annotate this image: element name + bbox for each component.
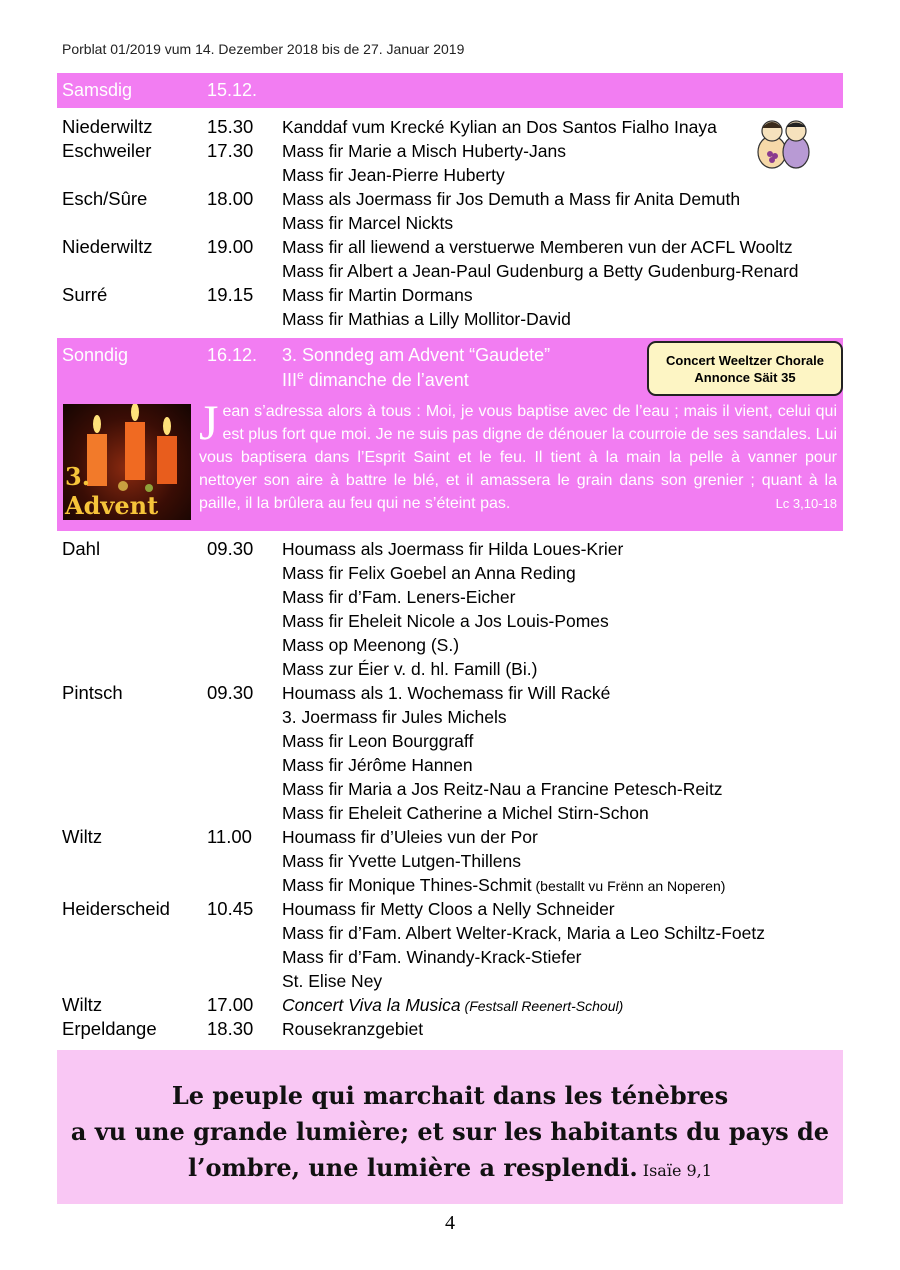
row-description <box>282 945 582 969</box>
row-time: 17.30 <box>207 140 254 161</box>
row-time: 17.00 <box>207 994 254 1015</box>
schedule-row <box>0 945 900 969</box>
page-header: Porblat 01/2019 vum 14. Dezember 2018 bis de 27. Januar 2019 <box>62 41 465 57</box>
schedule-row <box>0 633 900 657</box>
row-intention: als 1. Wochemass fir Will Racké <box>355 683 611 703</box>
schedule-row <box>0 993 900 1017</box>
row-service-type: Kanddaf <box>282 117 348 137</box>
row-place: Eschweiler <box>62 140 152 161</box>
row-description <box>282 681 610 705</box>
schedule-row <box>0 897 900 921</box>
row-event: Concert Viva la Musica <box>282 995 461 1015</box>
schedule-row <box>0 187 900 211</box>
page-number: 4 <box>445 1212 455 1234</box>
sunday-subtitle: IIIe dimanche de l’avent <box>282 368 469 390</box>
schedule-row <box>0 609 900 633</box>
schedule-row <box>0 705 900 729</box>
row-description <box>282 235 793 259</box>
row-time: 11.00 <box>207 826 252 847</box>
row-intention: Mass fir Yvette Lutgen-Thillens <box>282 851 521 871</box>
row-service-type: Mass <box>282 237 324 257</box>
schedule-row <box>0 259 900 283</box>
schedule-row <box>0 753 900 777</box>
row-intention: fir Martin Dormans <box>323 285 473 305</box>
row-description <box>282 777 723 801</box>
children-illustration <box>752 114 814 172</box>
schedule-row <box>0 283 900 307</box>
schedule-row <box>0 801 900 825</box>
row-intention: Mass fir Monique Thines-Schmit <box>282 875 532 895</box>
advent-label: 3. Advent <box>65 462 159 520</box>
row-time: 09.30 <box>207 538 254 559</box>
row-place: Niederwiltz <box>62 236 153 257</box>
row-description <box>282 993 623 1018</box>
row-description <box>282 873 725 898</box>
row-intention: Mass fir Felix Goebel an Anna Reding <box>282 563 576 583</box>
row-place: Niederwiltz <box>62 116 153 137</box>
row-description <box>282 753 473 777</box>
row-note: (Festsall Reenert-Schoul) <box>460 998 624 1014</box>
row-description <box>282 307 571 331</box>
row-intention: als Joermass fir Hilda Loues-Krier <box>355 539 624 559</box>
row-description <box>282 211 453 235</box>
row-time: 10.45 <box>207 898 254 919</box>
sunday-schedule <box>0 537 900 1041</box>
concert-page-ref: Annonce Säit 35 <box>694 369 796 385</box>
quote-line-2: a vu une grande lumière; et sur les habitants du pays de <box>70 1117 830 1146</box>
row-intention: Mass fir Jean-Pierre Huberty <box>282 165 505 185</box>
row-description <box>282 163 505 187</box>
gospel-reference: Lc 3,10-18 <box>775 496 837 511</box>
row-intention: Mass fir Marcel Nickts <box>282 213 454 233</box>
quote-line-3: l’ombre, une lumière a resplendi. Isaïe 9,1 <box>188 1153 712 1182</box>
row-intention: fir all liewend a verstuerwe Memberen vun der ACFL Wooltz <box>323 237 793 257</box>
row-description <box>282 537 623 561</box>
row-intention: als Joermass fir Jos Demuth a Mass fir Anita Demuth <box>323 189 741 209</box>
row-time: 09.30 <box>207 682 254 703</box>
row-intention: Mass zur Éier v. d. hl. Famill (Bi.) <box>282 659 538 679</box>
row-description <box>282 801 649 825</box>
row-intention: vum Krecké Kylian an Dos Santos Fialho Inaya <box>347 117 717 137</box>
row-intention: Mass fir d’Fam. Leners-Eicher <box>282 587 516 607</box>
row-service-type: Houmass <box>282 683 356 703</box>
row-description <box>282 139 566 163</box>
row-place: Esch/Sûre <box>62 188 148 209</box>
row-description <box>282 657 537 681</box>
row-intention: fir d’Uleies vun der Por <box>355 827 538 847</box>
schedule-row <box>0 777 900 801</box>
quote-text <box>57 1078 843 1189</box>
row-service-type: Houmass <box>282 899 356 919</box>
schedule-row <box>0 537 900 561</box>
row-description <box>282 849 521 873</box>
row-intention: 3. Joermass fir Jules Michels <box>282 707 507 727</box>
schedule-row <box>0 729 900 753</box>
saturday-day: Samsdig <box>62 80 133 100</box>
row-intention: Mass fir d’Fam. Albert Welter-Krack, Maria a Leo Schiltz-Foetz <box>282 923 766 943</box>
row-place: Wiltz <box>62 994 103 1015</box>
sunday-date: 16.12. <box>207 345 258 365</box>
schedule-row <box>0 873 900 897</box>
schedule-row <box>0 1017 900 1041</box>
row-description <box>282 1017 423 1041</box>
schedule-row <box>0 849 900 873</box>
row-place: Heiderscheid <box>62 898 170 919</box>
row-description <box>282 921 765 945</box>
schedule-row <box>0 561 900 585</box>
row-note: (bestallt vu Frënn an Noperen) <box>531 878 726 894</box>
row-service-type: Mass <box>282 141 324 161</box>
row-description <box>282 561 576 585</box>
concert-title: Concert Weeltzer Chorale <box>666 352 824 368</box>
row-intention: Mass fir Leon Bourggraff <box>282 731 474 751</box>
row-service-type: Houmass <box>282 539 356 559</box>
schedule-row <box>0 825 900 849</box>
schedule-row <box>0 585 900 609</box>
row-description <box>282 705 507 729</box>
row-time: 15.30 <box>207 116 254 137</box>
row-description <box>282 969 382 993</box>
row-place: Wiltz <box>62 826 103 847</box>
row-description <box>282 259 799 283</box>
concert-announcement <box>647 341 843 396</box>
row-place: Surré <box>62 284 108 305</box>
schedule-row <box>0 681 900 705</box>
row-description <box>282 609 609 633</box>
row-time: 18.30 <box>207 1018 254 1039</box>
schedule-row <box>0 921 900 945</box>
row-intention: Mass fir Albert a Jean-Paul Gudenburg a Betty Gudenburg-Renard <box>282 261 799 281</box>
row-intention: fir Marie a Misch Huberty-Jans <box>323 141 566 161</box>
schedule-row <box>0 307 900 331</box>
saturday-bar <box>57 73 843 108</box>
row-intention: Mass fir Maria a Jos Reitz-Nau a Francine Petesch-Reitz <box>282 779 723 799</box>
row-intention: Mass fir d’Fam. Winandy-Krack-Stiefer <box>282 947 582 967</box>
sunday-day: Sonndig <box>62 345 129 365</box>
gospel-dropcap: J <box>199 394 219 450</box>
row-description <box>282 585 515 609</box>
row-place: Erpeldange <box>62 1018 157 1039</box>
row-description <box>282 825 538 849</box>
row-service-type: Mass <box>282 285 324 305</box>
gospel-text: ean s’adressa alors à tous : Moi, je vous baptise avec de l’eau ; mais il vient, celui qui est plus fort que moi. Je ne suis pas digne de dénouer la courroie de ses sandales. Lui vous baptisera dans l’Esprit Saint et le feu. Il tient à la main la pelle à vanner pour nettoyer son aire à battre le blé, et il amassera le grain dans son grenier ; quant à la paille, il la brûlera au feu qui ne s’éteint pas. <box>199 403 837 512</box>
schedule-row <box>0 211 900 235</box>
row-time: 19.15 <box>207 284 254 305</box>
schedule-row <box>0 657 900 681</box>
row-intention: Mass fir Mathias a Lilly Mollitor-David <box>282 309 571 329</box>
row-intention: fir Metty Cloos a Nelly Schneider <box>355 899 615 919</box>
row-place: Dahl <box>62 538 101 559</box>
row-description <box>282 187 740 211</box>
row-service-type: Mass <box>282 189 324 209</box>
row-description <box>282 633 459 657</box>
row-description <box>282 115 717 139</box>
row-description <box>282 283 473 307</box>
quote-box <box>57 1050 843 1204</box>
row-place: Pintsch <box>62 682 123 703</box>
row-intention: Mass fir Jérôme Hannen <box>282 755 473 775</box>
row-intention: Mass op Meenong (S.) <box>282 635 460 655</box>
row-intention: Mass fir Eheleit Catherine a Michel Stirn-Schon <box>282 803 649 823</box>
row-time: 19.00 <box>207 236 254 257</box>
sunday-title: 3. Sonndeg am Advent “Gaudete” <box>282 345 551 365</box>
quote-reference: Isaïe 9,1 <box>637 1161 712 1180</box>
schedule-row <box>0 235 900 259</box>
row-intention: Mass fir Eheleit Nicole a Jos Louis-Pomes <box>282 611 609 631</box>
row-intention: St. Elise Ney <box>282 971 383 991</box>
row-description <box>282 729 473 753</box>
row-description <box>282 897 615 921</box>
gospel-reading <box>199 394 837 515</box>
row-service-type: Rousekranzgebiet <box>282 1019 424 1039</box>
row-service-type: Houmass <box>282 827 356 847</box>
schedule-row <box>0 969 900 993</box>
quote-line-1: Le peuple qui marchait dans les ténèbres <box>171 1081 729 1110</box>
saturday-date: 15.12. <box>207 80 258 100</box>
row-time: 18.00 <box>207 188 254 209</box>
advent-candles-image <box>63 404 191 520</box>
